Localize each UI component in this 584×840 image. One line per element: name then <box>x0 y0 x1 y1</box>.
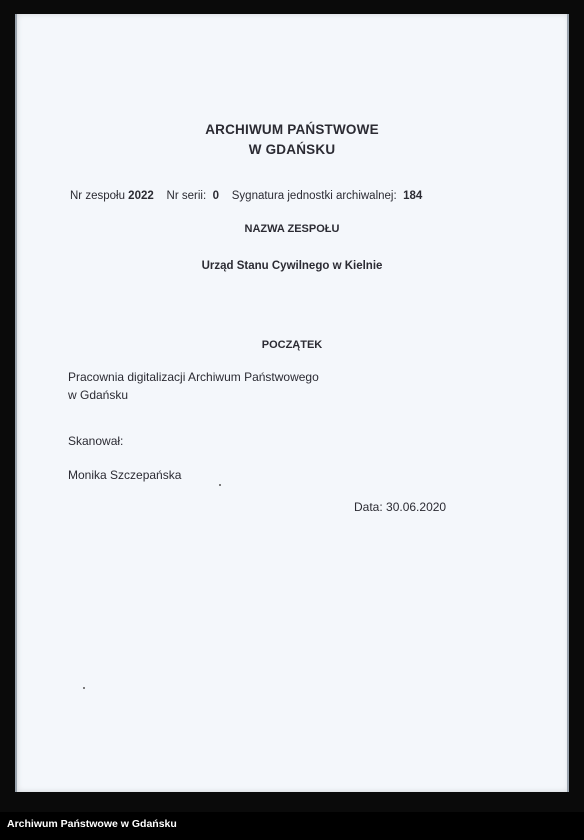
scanned-by-label: Skanował: <box>68 434 124 448</box>
paper-speck <box>83 687 85 689</box>
fonds-number-value: 2022 <box>128 190 154 202</box>
fonds-name: Urząd Stanu Cywilnego w Kielnie <box>201 260 383 272</box>
scanned-by-name: Monika Szczepańska <box>68 468 182 482</box>
signature-label: Sygnatura jednostki archiwalnej: <box>231 190 397 202</box>
archive-name-line2: W GDAŃSKU <box>248 142 336 157</box>
digitization-lab-line2: w Gdańsku <box>68 388 129 402</box>
paper-speck <box>219 484 221 486</box>
digitization-lab-line1: Pracownia digitalizacji Archiwum Państwowego <box>68 370 319 384</box>
date-value: 30.06.2020 <box>386 500 447 514</box>
archive-watermark: Archiwum Państwowe w Gdańsku <box>7 818 177 830</box>
series-number-label: Nr serii: <box>166 190 207 202</box>
series-number-value: 0 <box>212 190 219 202</box>
scan-date <box>354 500 446 514</box>
fonds-name-heading: NAZWA ZESPOŁU <box>244 223 340 235</box>
date-label: Data: <box>354 500 383 514</box>
archive-name-line1: ARCHIWUM PAŃSTWOWE <box>205 122 379 137</box>
start-heading: POCZĄTEK <box>261 339 323 351</box>
archival-metadata <box>70 190 422 202</box>
fonds-number-label: Nr zespołu <box>70 190 125 202</box>
signature-value: 184 <box>403 190 423 202</box>
